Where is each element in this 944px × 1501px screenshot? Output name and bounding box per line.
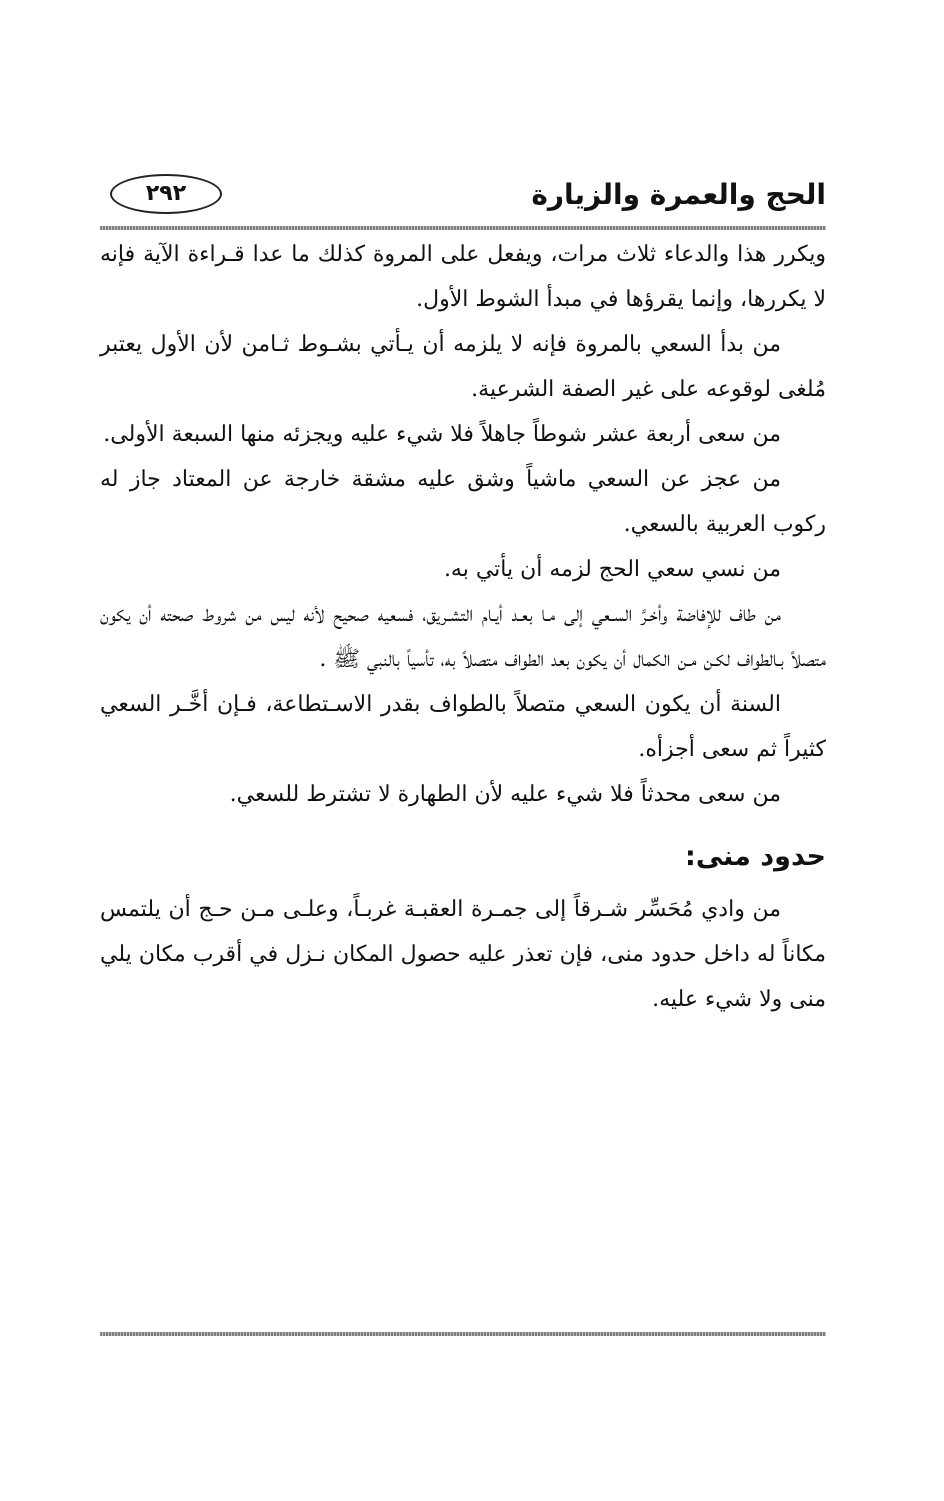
page-body bbox=[100, 232, 826, 1022]
book-title: الحج والعمرة والزيارة bbox=[531, 178, 826, 211]
section-paragraph-1: من وادي مُحَسِّر شـرقاً إلى جمـرة العقبـة غربـاً، وعلـى مـن حـج أن يلتمس مكاناً له داخل حدود منى، فإن تعذر عليه حصول المكان نـزل في أقرب مكان يلي منى ولا شيء عليه. bbox=[100, 897, 826, 1012]
paragraph-3: من سعى أربعة عشر شوطاً جاهلاً فلا شيء عليه ويجزئه منها السبعة الأولى. bbox=[103, 422, 781, 447]
page-header bbox=[100, 172, 826, 222]
paragraph-8: من سعى محدثاً فلا شيء عليه لأن الطهارة لا تشترط للسعي. bbox=[229, 782, 781, 807]
header-divider bbox=[100, 226, 826, 230]
section-heading: حدود منى: bbox=[685, 841, 826, 872]
paragraph-4: من عجز عن السعي ماشياً وشق عليه مشقة خارجة عن المعتاد جاز له ركوب العربية بالسعي. bbox=[100, 467, 826, 537]
paragraph-2: من بدأ السعي بالمروة فإنه لا يلزمه أن يـأتي بشـوط ثـامن لأن الأول يعتبر مُلغى لوقوعه على غير الصفة الشرعية. bbox=[100, 332, 826, 402]
book-page bbox=[100, 150, 826, 1350]
paragraph-6: من طاف للإفاضة وأخـرَّ السـعي إلى مـا بعـد أيـام التشـريق، فسعيه صحيح لأنه ليس من شروط صحته أن يكون متصلاً بـالطواف لكـن مـن الكمال أن يكون بعد الطواف متصلاً به، تأسياً بالنبي ﷺ . bbox=[100, 602, 826, 672]
footer-divider bbox=[100, 1332, 826, 1336]
paragraph-1: ويكرر هذا والدعاء ثلاث مرات، ويفعل على المروة كذلك ما عدا قـراءة الآية فإنه لا يكررها، وإنما يقرؤها في مبدأ الشوط الأول. bbox=[100, 242, 826, 312]
paragraph-5: من نسي سعي الحج لزمه أن يأتي به. bbox=[443, 557, 781, 582]
paragraph-7: السنة أن يكون السعي متصلاً بالطواف بقدر الاسـتطاعة، فـإن أخَّـر السعي كثيراً ثم سعى أجزأه. bbox=[100, 692, 826, 762]
page-number: ٢٩٢ bbox=[110, 174, 222, 214]
